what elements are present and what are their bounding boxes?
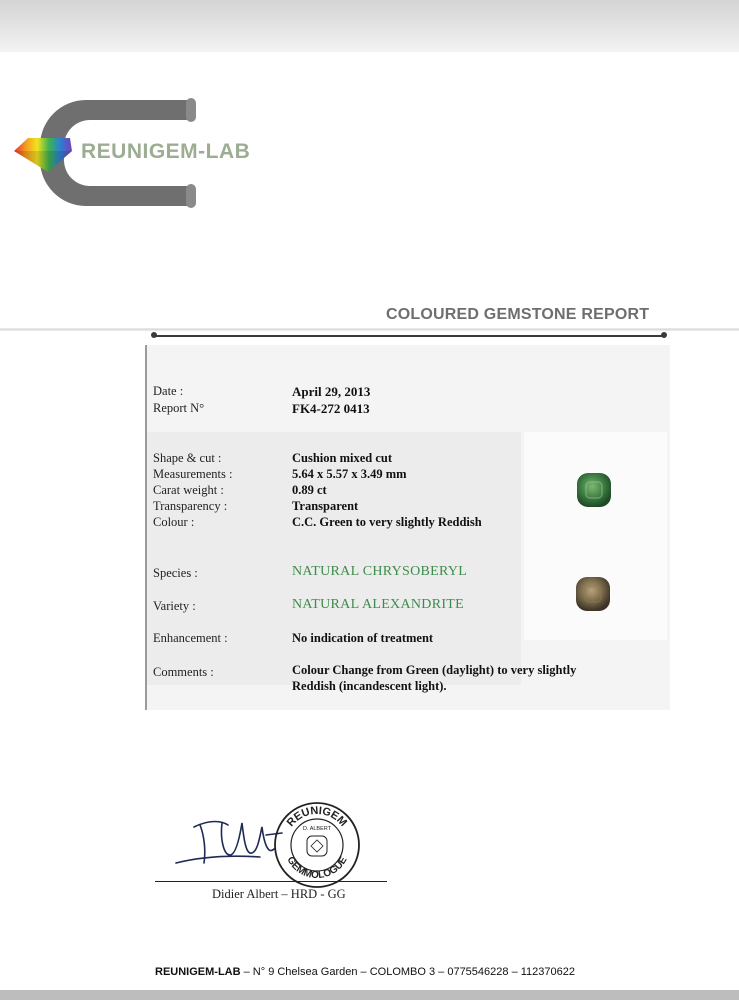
date-label: Date : (153, 384, 184, 398)
seal-top-text: REUNIGEM (284, 804, 350, 830)
carat-value: 0.89 ct (292, 483, 327, 497)
rule-dot-right (661, 332, 667, 338)
comments-line-1: Colour Change from Green (daylight) to very slightly (292, 663, 577, 677)
species-value: NATURAL CHRYSOBERYL (292, 564, 468, 579)
seal-small-text: D. ALBERT (302, 826, 332, 832)
enhancement-value: No indication of treatment (292, 631, 434, 645)
species-label: Species : (153, 566, 198, 580)
scan-bottom-band (0, 990, 739, 1000)
measurements-label: Measurements : (153, 467, 233, 481)
shape-value: Cushion mixed cut (292, 451, 393, 465)
title-rule (154, 335, 664, 337)
logo-text: REUNIGEM-LAB (81, 140, 251, 163)
enhancement-label: Enhancement : (153, 631, 228, 645)
variety-value: NATURAL ALEXANDRITE (292, 597, 464, 612)
footer-details: – N° 9 Chelsea Garden – COLOMBO 3 – 0775546228 – 112370622 (240, 966, 575, 978)
colour-value: C.C. Green to very slightly Reddish (292, 515, 482, 529)
scan-top-band (0, 0, 739, 52)
seal-bottom-text: GEMMOLOGUE (284, 854, 350, 882)
comments-line-2: Reddish (incandescent light). (292, 679, 447, 693)
comments-label: Comments : (153, 665, 214, 679)
colour-label: Colour : (153, 515, 195, 529)
carat-label: Carat weight : (153, 483, 224, 497)
transparency-value: Transparent (292, 499, 359, 513)
variety-label: Variety : (153, 599, 196, 613)
date-value: April 29, 2013 (292, 384, 371, 399)
signatory-name: Didier Albert – HRD - GG (212, 887, 346, 901)
measurements-value: 5.64 x 5.57 x 3.49 mm (292, 467, 407, 481)
footer-address (155, 966, 575, 978)
paper-fold-line (0, 328, 739, 331)
report-number-value: FK4-272 0413 (292, 401, 370, 416)
signature-line (155, 881, 387, 882)
report-number-label: Report N° (153, 401, 205, 415)
shape-label: Shape & cut : (153, 451, 222, 465)
footer-brand: REUNIGEM-LAB (155, 966, 241, 978)
svg-text:GEMMOLOGUE (284, 855, 349, 881)
transparency-label: Transparency : (153, 499, 228, 513)
report-title: COLOURED GEMSTONE REPORT (386, 306, 650, 323)
gemmologist-seal (272, 800, 362, 890)
daylight-stone-image (574, 470, 614, 510)
incandescent-stone-image (573, 574, 613, 614)
